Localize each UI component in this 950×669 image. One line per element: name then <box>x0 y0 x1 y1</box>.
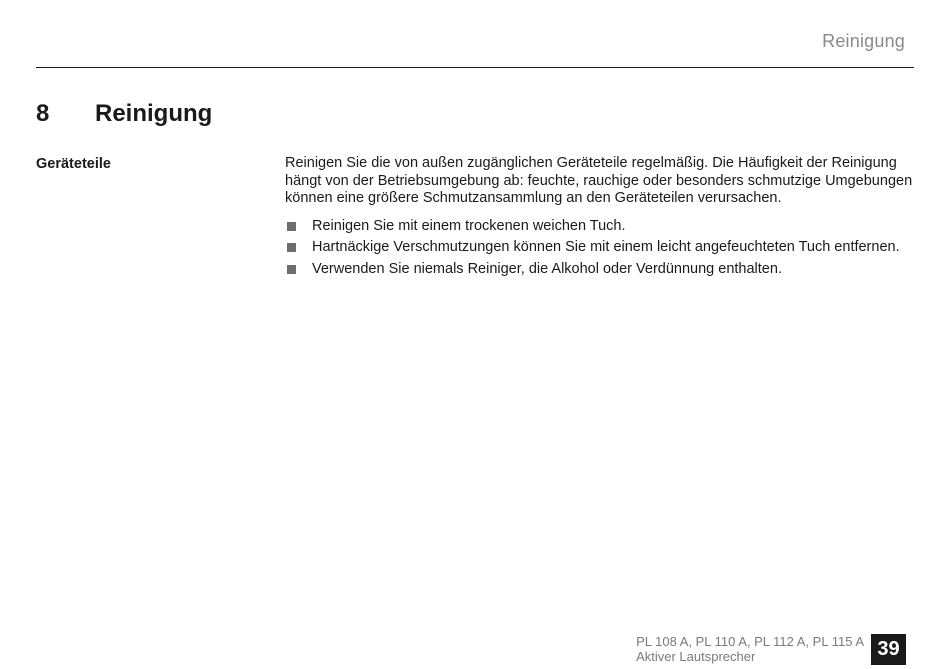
page-number: 39 <box>871 634 906 665</box>
square-bullet-icon <box>287 265 296 274</box>
chapter-number: 8 <box>36 100 50 127</box>
bullet-list <box>285 218 917 279</box>
running-header: Reinigung <box>822 31 905 51</box>
footer-models: PL 108 A, PL 110 A, PL 112 A, PL 115 A <box>636 634 864 649</box>
section-content <box>285 155 917 282</box>
header-divider <box>36 67 914 68</box>
square-bullet-icon <box>287 222 296 231</box>
list-item-text: Reinigen Sie mit einem trockenen weichen Tuch. <box>312 217 626 234</box>
footer-info <box>636 634 864 664</box>
section-paragraph: Reinigen Sie die von außen zugänglichen Geräteteile regelmäßig. Die Häufigkeit der Reinigung hängt von der Betriebsumgebung ab: feuchte, rauchige oder besonders schmutzige Umgebungen können eine größere Schmutzansammlung an den Geräteteilen verursachen. <box>285 155 913 206</box>
chapter-heading <box>36 100 212 128</box>
section-side-heading: Geräteteile <box>36 156 111 172</box>
list-item-text: Verwenden Sie niemals Reiniger, die Alkohol oder Verdünnung enthalten. <box>312 260 782 277</box>
list-item <box>285 239 917 257</box>
list-item <box>285 218 917 236</box>
list-item-text: Hartnäckige Verschmutzungen können Sie mit einem leicht angefeuchteten Tuch entfernen. <box>312 239 900 255</box>
footer-product: Aktiver Lautsprecher <box>636 649 756 664</box>
list-item <box>285 261 917 279</box>
chapter-title: Reinigung <box>95 100 213 127</box>
square-bullet-icon <box>287 243 296 252</box>
